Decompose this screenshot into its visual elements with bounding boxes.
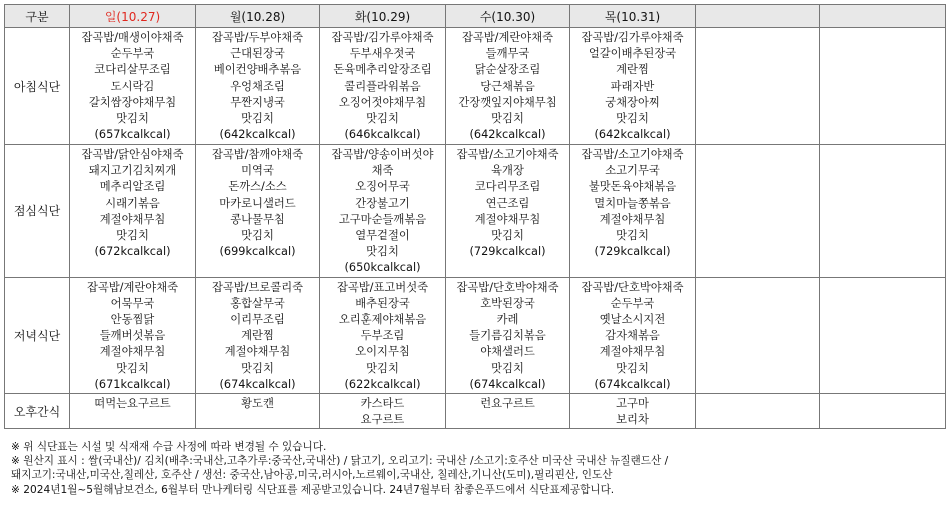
menu-item: 오리훈제야채볶음 — [338, 313, 427, 327]
menu-item: 순두부국 — [110, 47, 155, 61]
menu-item: (674kcalkcal) — [594, 377, 671, 391]
note-line: 돼지고기:국내산,미국산,칠레산, 호주산 / 생선: 중국산,남아공,미국,러시아,노르웨이,국내산, 칠레산,기니산(도미),필리핀산, 인도산 — [11, 469, 613, 482]
day-header: 월(10.28) — [196, 5, 320, 28]
meal-cell — [320, 394, 446, 429]
corner-header: 구분 — [5, 5, 70, 28]
menu-item: (650kcalkcal) — [344, 261, 421, 275]
meal-cell — [696, 277, 820, 393]
day-header — [696, 5, 820, 28]
meal-cell — [570, 28, 696, 145]
day-header: 목(10.31) — [570, 5, 696, 28]
meal-cell — [320, 277, 446, 393]
menu-item: 잡곡밥/김가루야채죽 — [331, 31, 434, 44]
menu-item: 감자채볶음 — [605, 329, 660, 343]
menu-item: 잡곡밥/표고버섯죽 — [336, 280, 429, 294]
menu-item: 연근조림 — [485, 196, 530, 210]
menu-item: (729kcalkcal) — [469, 245, 546, 259]
menu-item: 잡곡밥/계란야채죽 — [86, 280, 179, 294]
menu-item: 채죽 — [371, 164, 394, 178]
menu-item: 이리무조림 — [230, 313, 285, 327]
menu-item: 잡곡밥/양송이버섯야 — [331, 148, 434, 161]
meal-cell — [196, 277, 320, 393]
menu-item: 돈까스/소스 — [228, 180, 287, 194]
menu-item: 맛김치 — [366, 112, 399, 126]
menu-item: 배추된장국 — [355, 296, 410, 310]
menu-item: 파래자반 — [610, 79, 655, 93]
meal-label: 저녁식단 — [5, 277, 70, 393]
menu-item: 계절야채무침 — [99, 212, 166, 226]
menu-item: 미역국 — [241, 164, 274, 178]
menu-item: 들기름김치볶음 — [469, 329, 546, 343]
note-line: ※ 원산지 표시 : 쌀(국내산)/ 김치(배추:국내산,고추가루:중국산,국내산) / 닭고기, 오리고기: 국내산 /소고기:호주산 미국산 국내산 뉴질랜드산 / — [11, 455, 669, 468]
menu-item: 불맛돈육야채볶음 — [588, 180, 677, 194]
menu-item: 옛날소시지전 — [599, 313, 666, 327]
menu-item: 코다리살무조림 — [94, 63, 171, 77]
menu-item: 맛김치 — [616, 229, 649, 243]
menu-item: (622kcalkcal) — [344, 377, 421, 391]
menu-item: 간장깻잎지야채무침 — [458, 95, 557, 109]
menu-item: 맛김치 — [616, 112, 649, 126]
menu-item: 고구마 — [616, 397, 649, 411]
day-header: 수(10.30) — [446, 5, 570, 28]
menu-item: 맛김치 — [491, 229, 524, 243]
meal-cell — [820, 28, 946, 145]
menu-item: 어묵무국 — [110, 296, 155, 310]
menu-item: 닭순살장조림 — [474, 63, 541, 77]
meal-cell — [320, 28, 446, 145]
meal-cell — [820, 277, 946, 393]
meal-cell — [196, 394, 320, 429]
menu-item: (672kcalkcal) — [94, 245, 171, 259]
menu-item: 들깨무국 — [485, 47, 530, 61]
menu-item: 맛김치 — [116, 112, 149, 126]
menu-item: 갈치쌈장야채무침 — [88, 95, 177, 109]
menu-item: 들깨버섯볶음 — [99, 329, 166, 343]
menu-item: (657kcalkcal) — [94, 128, 171, 142]
menu-item: 맛김치 — [241, 229, 274, 243]
menu-item: 호박된장국 — [480, 296, 535, 310]
meal-cell — [70, 145, 196, 278]
menu-item: 베이컨양배추볶음 — [213, 63, 302, 77]
menu-item: 맛김치 — [366, 361, 399, 375]
menu-item: 두부조림 — [360, 329, 405, 343]
menu-item: 메추리알조림 — [99, 180, 166, 194]
meal-cell — [570, 277, 696, 393]
menu-item: 순두부국 — [610, 296, 655, 310]
day-header: 화(10.29) — [320, 5, 446, 28]
day-header — [820, 5, 946, 28]
menu-item: 잡곡밥/소고기야채죽 — [456, 148, 559, 161]
menu-item: 콜리플라워볶음 — [344, 79, 421, 93]
menu-item: 두부새우젓국 — [349, 47, 416, 61]
menu-item: 홍합살무국 — [230, 296, 285, 310]
meal-label: 점심식단 — [5, 145, 70, 278]
menu-item: (674kcalkcal) — [219, 377, 296, 391]
note-line: ※ 2024년1월~5월해남보건소, 6월부터 만나케터링 식단표를 제공받고있습니다. 24년7월부터 참좋은푸드에서 식단표제공합니다. — [11, 483, 615, 496]
menu-item: 잡곡밥/소고기야채죽 — [581, 148, 684, 161]
weekly-meal-table — [4, 4, 946, 429]
menu-item: 잡곡밥/매생이야채죽 — [81, 31, 184, 44]
meal-cell — [696, 145, 820, 278]
notes-section — [11, 440, 946, 497]
menu-item: 돼지고기김치찌개 — [88, 164, 177, 178]
menu-item: (729kcalkcal) — [594, 245, 671, 259]
meal-label: 오후간식 — [5, 394, 70, 429]
menu-item: 우엉채조림 — [230, 79, 285, 93]
menu-item: 맛김치 — [241, 361, 274, 375]
menu-item: (642kcalkcal) — [219, 128, 296, 142]
menu-item: (674kcalkcal) — [469, 377, 546, 391]
breakfast-row — [5, 28, 946, 145]
meal-cell — [446, 394, 570, 429]
menu-item: 시래기볶음 — [105, 196, 160, 210]
menu-item: 계란찜 — [616, 63, 649, 77]
menu-item: 고구마순들깨볶음 — [338, 212, 427, 226]
menu-item: (671kcalkcal) — [94, 377, 171, 391]
menu-item: 오이지무침 — [355, 345, 410, 359]
meal-cell — [696, 28, 820, 145]
menu-item: 열무겉절이 — [355, 229, 410, 243]
menu-item: 계란찜 — [241, 329, 274, 343]
menu-item: 멸치마늘쫑볶음 — [594, 196, 671, 210]
menu-item: 안동찜닭 — [110, 313, 155, 327]
meal-cell — [446, 145, 570, 278]
menu-item: 잡곡밥/단호박야채죽 — [581, 280, 684, 294]
menu-item: 오징어젓야채무침 — [338, 95, 427, 109]
meal-cell — [446, 277, 570, 393]
meal-cell — [70, 394, 196, 429]
dinner-row — [5, 277, 946, 393]
menu-item: 계절야채무침 — [474, 212, 541, 226]
menu-item: 계절야채무침 — [224, 345, 291, 359]
menu-item: 마카로니샐러드 — [219, 196, 296, 210]
menu-item: 간장불고기 — [355, 196, 410, 210]
meal-cell — [70, 277, 196, 393]
meal-cell — [570, 145, 696, 278]
menu-item: 야채샐러드 — [480, 345, 535, 359]
meal-cell — [320, 145, 446, 278]
meal-cell — [446, 28, 570, 145]
menu-item: 런요구르트 — [480, 397, 535, 411]
menu-item: 보리차 — [616, 413, 649, 427]
menu-item: 코다리무조림 — [474, 180, 541, 194]
lunch-row — [5, 145, 946, 278]
menu-item: 잡곡밥/계란야채죽 — [461, 31, 554, 44]
menu-item: 육개장 — [491, 164, 524, 178]
menu-item: 도시락김 — [110, 79, 155, 93]
menu-item: 콩나물무침 — [230, 212, 285, 226]
day-header: 일(10.27) — [70, 5, 196, 28]
menu-item: 잡곡밥/김가루야채죽 — [581, 31, 684, 44]
menu-item: 궁채장아찌 — [605, 95, 660, 109]
menu-item: 계절야채무침 — [99, 345, 166, 359]
meal-cell — [570, 394, 696, 429]
menu-item: 잡곡밥/브로콜리죽 — [211, 280, 304, 294]
menu-item: 요구르트 — [360, 413, 405, 427]
menu-item: 계절야채무침 — [599, 345, 666, 359]
meal-cell — [196, 28, 320, 145]
meal-cell — [696, 394, 820, 429]
menu-item: 맛김치 — [366, 245, 399, 259]
menu-item: 무짠지냉국 — [230, 95, 285, 109]
menu-item: (699kcalkcal) — [219, 245, 296, 259]
menu-item: 잡곡밥/두부야채죽 — [211, 31, 304, 44]
menu-item: 잡곡밥/닭안심야채죽 — [81, 148, 184, 161]
menu-item: 맛김치 — [616, 361, 649, 375]
menu-item: 소고기무국 — [605, 164, 660, 178]
menu-item: 맛김치 — [491, 361, 524, 375]
menu-item: (642kcalkcal) — [594, 128, 671, 142]
meal-cell — [196, 145, 320, 278]
menu-item: 잡곡밥/참깨야채죽 — [211, 148, 304, 161]
menu-item: 오징어무국 — [355, 180, 410, 194]
menu-item: 근대된장국 — [230, 47, 285, 61]
meal-cell — [820, 145, 946, 278]
meal-label: 아침식단 — [5, 28, 70, 145]
menu-item: 카스타드 — [360, 397, 405, 411]
menu-item: 잡곡밥/단호박야채죽 — [456, 280, 559, 294]
menu-item: 당근채볶음 — [480, 79, 535, 93]
menu-item: 카레 — [496, 313, 519, 327]
meal-cell — [70, 28, 196, 145]
menu-item: (642kcalkcal) — [469, 128, 546, 142]
menu-item: 계절야채무침 — [599, 212, 666, 226]
menu-item: (646kcalkcal) — [344, 128, 421, 142]
menu-item: 맛김치 — [491, 112, 524, 126]
menu-item: 맛김치 — [116, 229, 149, 243]
menu-item: 황도캔 — [241, 397, 274, 411]
meal-cell — [820, 394, 946, 429]
menu-item: 얼갈이배추된장국 — [588, 47, 677, 61]
menu-item: 돈육메추리알장조림 — [333, 63, 432, 77]
header-row — [5, 5, 946, 28]
snack-row — [5, 394, 946, 429]
note-line: ※ 위 식단표는 시설 및 식재재 수급 사정에 따라 변경될 수 있습니다. — [11, 441, 327, 453]
menu-item: 떠먹는요구르트 — [94, 397, 171, 411]
menu-item: 맛김치 — [116, 361, 149, 375]
menu-item: 맛김치 — [241, 112, 274, 126]
